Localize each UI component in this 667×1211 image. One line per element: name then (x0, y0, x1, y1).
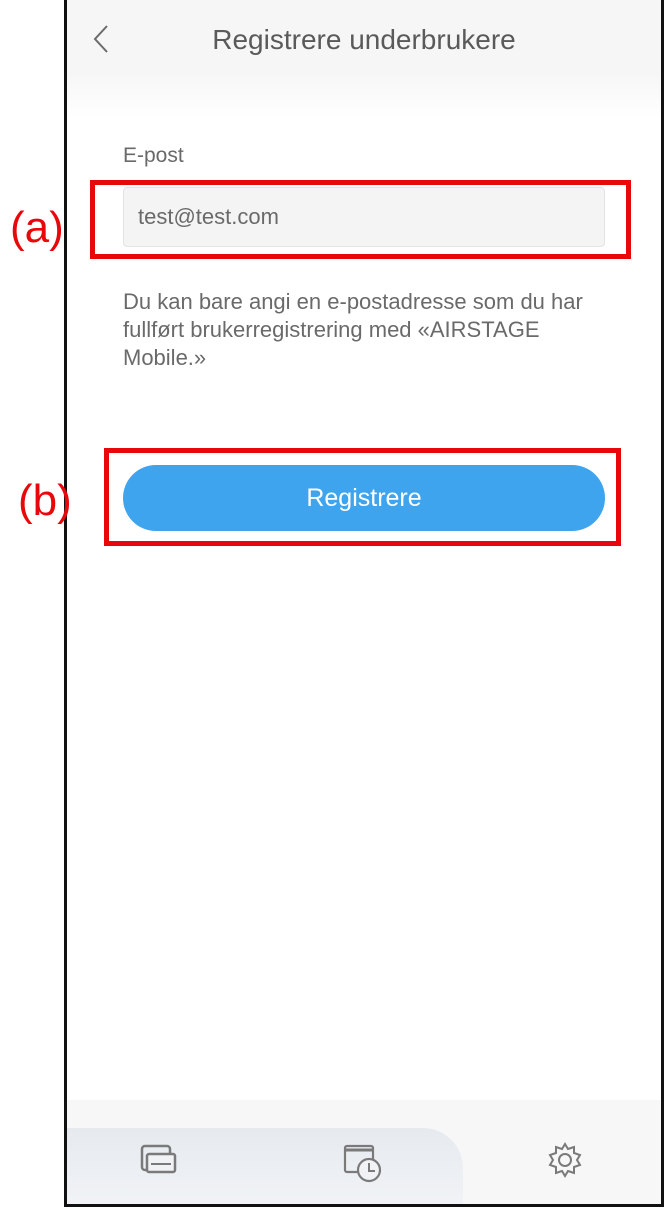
devices-icon[interactable] (139, 1140, 179, 1180)
annotation-box-a (90, 180, 631, 259)
annotation-label-b: (b) (18, 476, 72, 525)
app-header (67, 0, 661, 120)
register-button[interactable]: Registrere (123, 465, 605, 531)
email-hint-text: Du kan bare angi en e-postadresse som du har fullført brukerregistrering med «AIRSTAGE Mobile.» (123, 289, 583, 370)
email-label: E-post (123, 144, 184, 167)
schedule-timer-icon[interactable] (341, 1140, 381, 1180)
page-title: Registrere underbrukere (212, 24, 516, 55)
tab-bar-left-segment (67, 1128, 463, 1207)
settings-gear-icon[interactable] (545, 1140, 585, 1180)
annotation-label-a: (a) (10, 203, 64, 252)
annotation-box-b (104, 448, 621, 546)
